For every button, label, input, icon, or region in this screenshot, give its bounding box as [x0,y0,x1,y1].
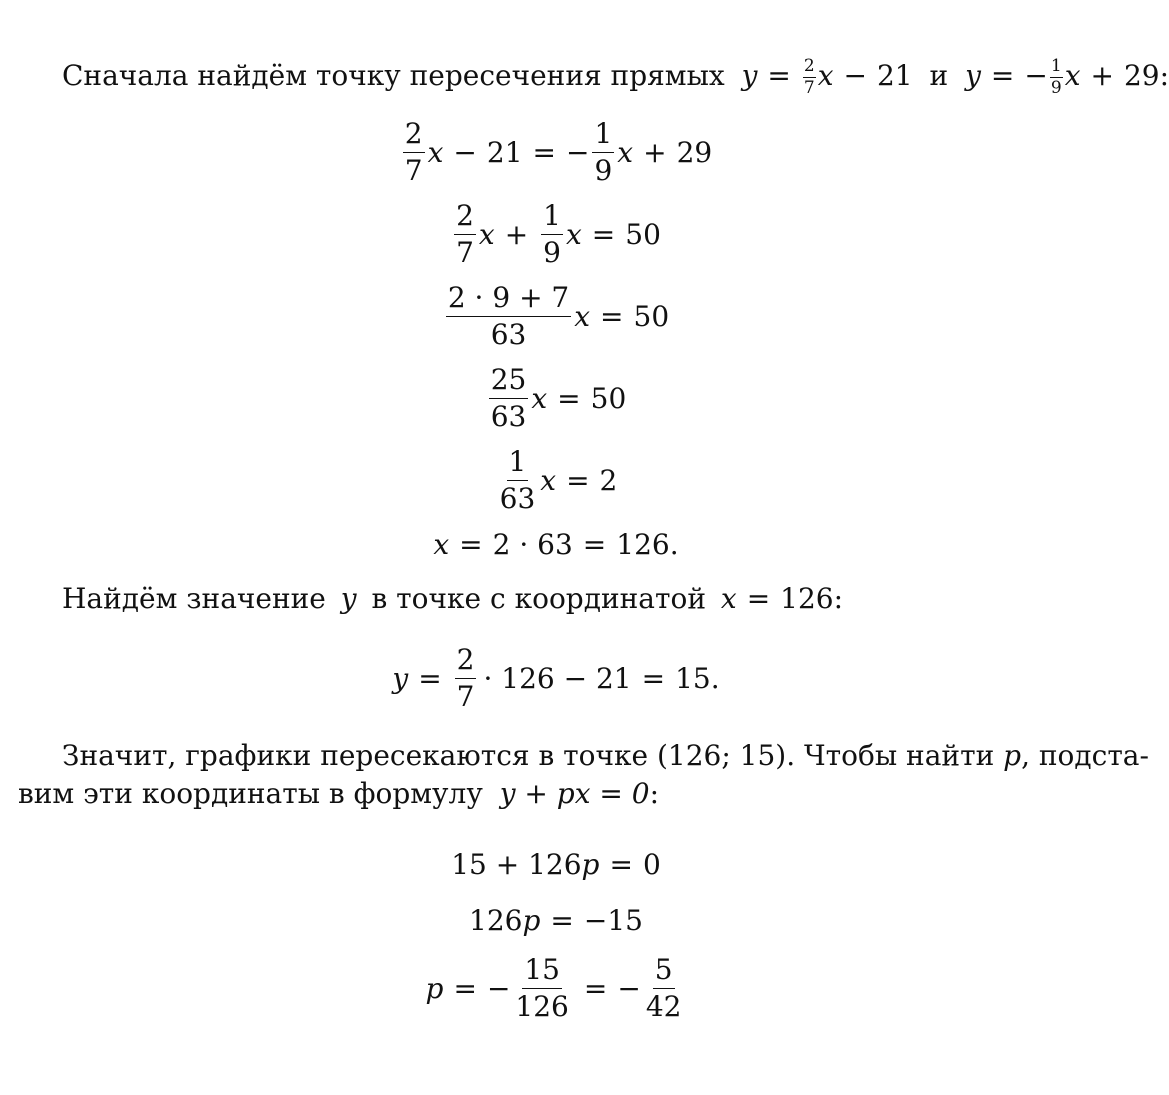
plus-sign: + [643,135,667,169]
var-x: x [1064,59,1081,92]
expression: 15 + 126 [451,847,582,881]
equation-1 [0,118,1112,186]
coefficient: 126 [469,903,523,937]
equation-7 [0,644,1112,712]
denominator: 63 [490,317,527,351]
denominator: 9 [594,153,613,187]
numerator: 2 [403,120,425,153]
fraction-15-126 [513,952,570,1023]
equals-sign: = [746,582,771,615]
equals-sign: = [566,463,590,497]
var-y: y [965,59,981,92]
text: Значит, графики пересекаются в точке (126; 15). Чтобы найти [62,739,995,772]
denominator: 9 [543,235,561,269]
numerator: 25 [489,366,529,399]
denominator: 7 [456,235,474,269]
var-x: x [478,217,495,251]
var-x: x [617,135,634,169]
numerator: 2 [803,56,815,76]
paragraph-find-y [62,582,844,615]
rhs-value: 126. [616,527,679,561]
numerator: 2 · 9 + 7 [446,284,571,317]
denominator: 7 [404,153,423,187]
equation-4 [0,364,1112,432]
equals-sign: = [550,903,574,937]
equals-sign: = [600,299,624,333]
rhs-value: 50 [633,299,670,333]
numerator: 2 [454,202,476,235]
fraction-1-9 [541,198,563,269]
paragraph-substitution-line1 [62,739,1149,772]
equals-sign: = [767,59,791,92]
fraction-2-7 [803,58,816,97]
fraction-1-9 [1050,58,1063,97]
text: , подста- [1021,739,1149,772]
fraction-sum-over-63 [446,280,571,351]
rhs-value: 15. [675,661,720,695]
paragraph-substitution-line2 [18,777,660,810]
plus-sign: + [504,217,529,251]
product: 2 · 63 [492,527,573,561]
var-x: x [531,381,548,415]
equation-2 [0,200,1112,268]
text: Найдём значение [62,582,326,615]
var-x: x [574,299,591,333]
var-y: y [392,661,409,695]
plus-sign: + [1090,59,1114,92]
fraction-1-63 [498,444,538,515]
var-x: x [817,59,834,92]
equals-sign: = [591,217,616,251]
equals-sign: = [609,847,633,881]
constant: 29 [1123,59,1160,92]
value: 126 [780,582,834,615]
equals-sign: = [641,661,666,695]
expression: · 126 − 21 [483,661,632,695]
rhs-value: 50 [590,381,627,415]
var-p: p [1003,739,1022,772]
colon: : [649,777,660,810]
equals-sign: = [532,135,556,169]
denominator: 126 [515,989,569,1023]
equation-6 [0,526,1112,562]
denominator: 9 [1050,78,1062,98]
var-x: x [433,527,450,561]
rhs-value: 50 [625,217,661,251]
minus-sign: − [1024,59,1048,92]
formula: y + px = 0 [499,777,650,810]
colon: : [1159,59,1169,92]
conjunction: и [929,59,949,92]
equation-5 [0,446,1112,514]
text: вим эти координаты в формулу [18,777,483,810]
rhs-value: 2 [599,463,618,497]
numerator: 2 [455,646,477,679]
fraction-25-63 [489,362,529,433]
equals-sign: = [990,59,1015,92]
paragraph-intersection-intro [62,58,1169,97]
numerator: 15 [522,956,562,989]
var-y: y [340,582,357,615]
fraction-2-7 [455,642,477,713]
fraction-1-9 [592,116,614,187]
constant: 29 [676,135,713,169]
numerator: 1 [507,448,529,481]
equals-sign: = [583,971,608,1005]
text: в точке с координатой [371,582,706,615]
intro-text: Сначала найдём точку пересечения прямых [62,59,725,92]
numerator: 1 [541,202,563,235]
denominator: 42 [645,989,682,1023]
denominator: 63 [499,481,536,515]
fraction-5-42 [644,952,684,1023]
denominator: 7 [803,78,815,98]
minus-sign: − [453,135,477,169]
constant: 21 [486,135,523,169]
equals-sign: = [418,661,442,695]
var-x: x [427,135,444,169]
var-x: x [566,217,582,251]
minus-sign: − [566,135,590,169]
equation-8 [0,846,1112,882]
var-x: x [720,582,737,615]
denominator: 7 [456,679,475,713]
minus-sign: − [617,971,641,1005]
minus-sign: − [486,971,511,1005]
numerator: 5 [653,956,675,989]
var-y: y [741,59,758,92]
colon: : [833,582,844,615]
rhs-value: −15 [583,903,643,937]
equals-sign: = [459,527,483,561]
equals-sign: = [453,971,477,1005]
equals-sign: = [557,381,581,415]
equation-10 [0,952,1112,1024]
fraction-2-7 [454,198,476,269]
equals-sign: = [582,527,607,561]
minus-sign: − [843,59,867,92]
var-p: p [425,971,444,1005]
numerator: 1 [592,120,614,153]
numerator: 1 [1050,56,1062,76]
equation-3 [0,282,1112,350]
denominator: 63 [490,399,527,433]
constant: 21 [876,59,913,92]
var-x: x [540,463,557,497]
rhs-value: 0 [642,847,661,881]
fraction-2-7 [403,116,425,187]
var-p: p [522,903,541,937]
var-p: p [581,847,600,881]
equation-9 [0,902,1112,938]
